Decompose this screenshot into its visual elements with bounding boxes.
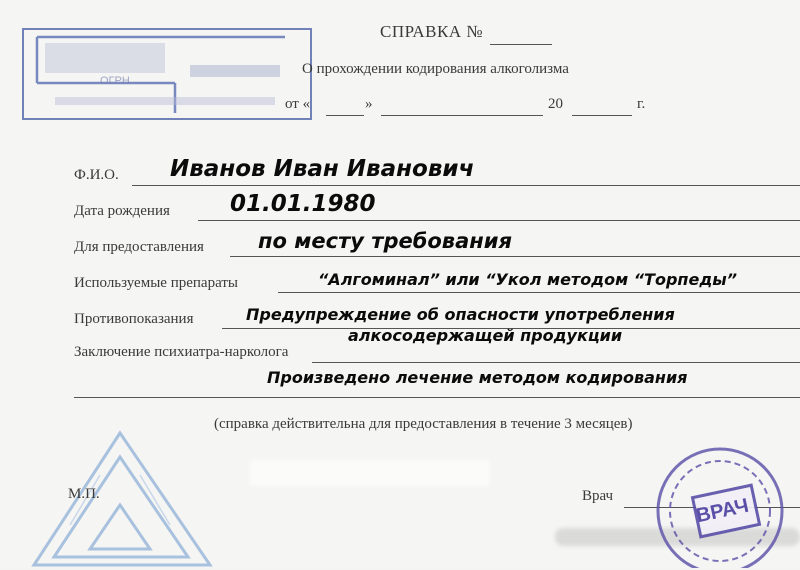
year-line [572, 115, 632, 116]
title-number-line [490, 44, 552, 45]
mp-label: М.П. [68, 486, 100, 502]
fio-label: Ф.И.О. [74, 167, 119, 183]
contra-value-line2: алкосодержащей продукции [348, 326, 623, 345]
corner-stamp [15, 25, 315, 125]
validity-note: (справка действительна для предоставления в течение 3 месяцев) [214, 416, 633, 432]
birth-line [198, 220, 800, 221]
triangle-stamp [30, 425, 220, 570]
purpose-line [230, 256, 800, 257]
date-day-line [326, 115, 364, 116]
document-subtitle: О прохождении кодирования алкоголизма [302, 61, 569, 77]
date-month-line [381, 115, 543, 116]
drugs-value: “Алгоминал” или “Укол методом “Торпеды” [318, 270, 738, 289]
purpose-label: Для предоставления [74, 239, 204, 255]
drugs-label: Используемые препараты [74, 275, 238, 291]
fio-line [132, 185, 800, 186]
conclusion-line-2 [74, 397, 800, 398]
birth-value: 01.01.1980 [230, 191, 376, 217]
document-title: СПРАВКА № [380, 22, 484, 41]
fio-value: Иванов Иван Иванович [170, 156, 475, 182]
round-stamp-text: ВРАЧ [694, 494, 751, 528]
doctor-label: Врач [582, 488, 614, 504]
conclusion-value: Произведено лечение методом кодирования [267, 368, 688, 387]
contra-label: Противопоказания [74, 311, 194, 327]
birth-label: Дата рождения [74, 203, 170, 219]
watermark [250, 460, 490, 486]
corner-stamp-ogrn: ОГРН [100, 75, 130, 87]
year-prefix: 20 [548, 96, 563, 112]
date-prefix: от « [285, 96, 311, 112]
conclusion-label: Заключение психиатра-нарколога [74, 344, 289, 360]
year-suffix: г. [637, 96, 646, 112]
conclusion-line [312, 362, 800, 363]
date-mid: » [365, 96, 373, 112]
contra-value-line1: Предупреждение об опасности употребления [246, 305, 675, 324]
purpose-value: по месту требования [258, 229, 512, 253]
drugs-line [278, 292, 800, 293]
